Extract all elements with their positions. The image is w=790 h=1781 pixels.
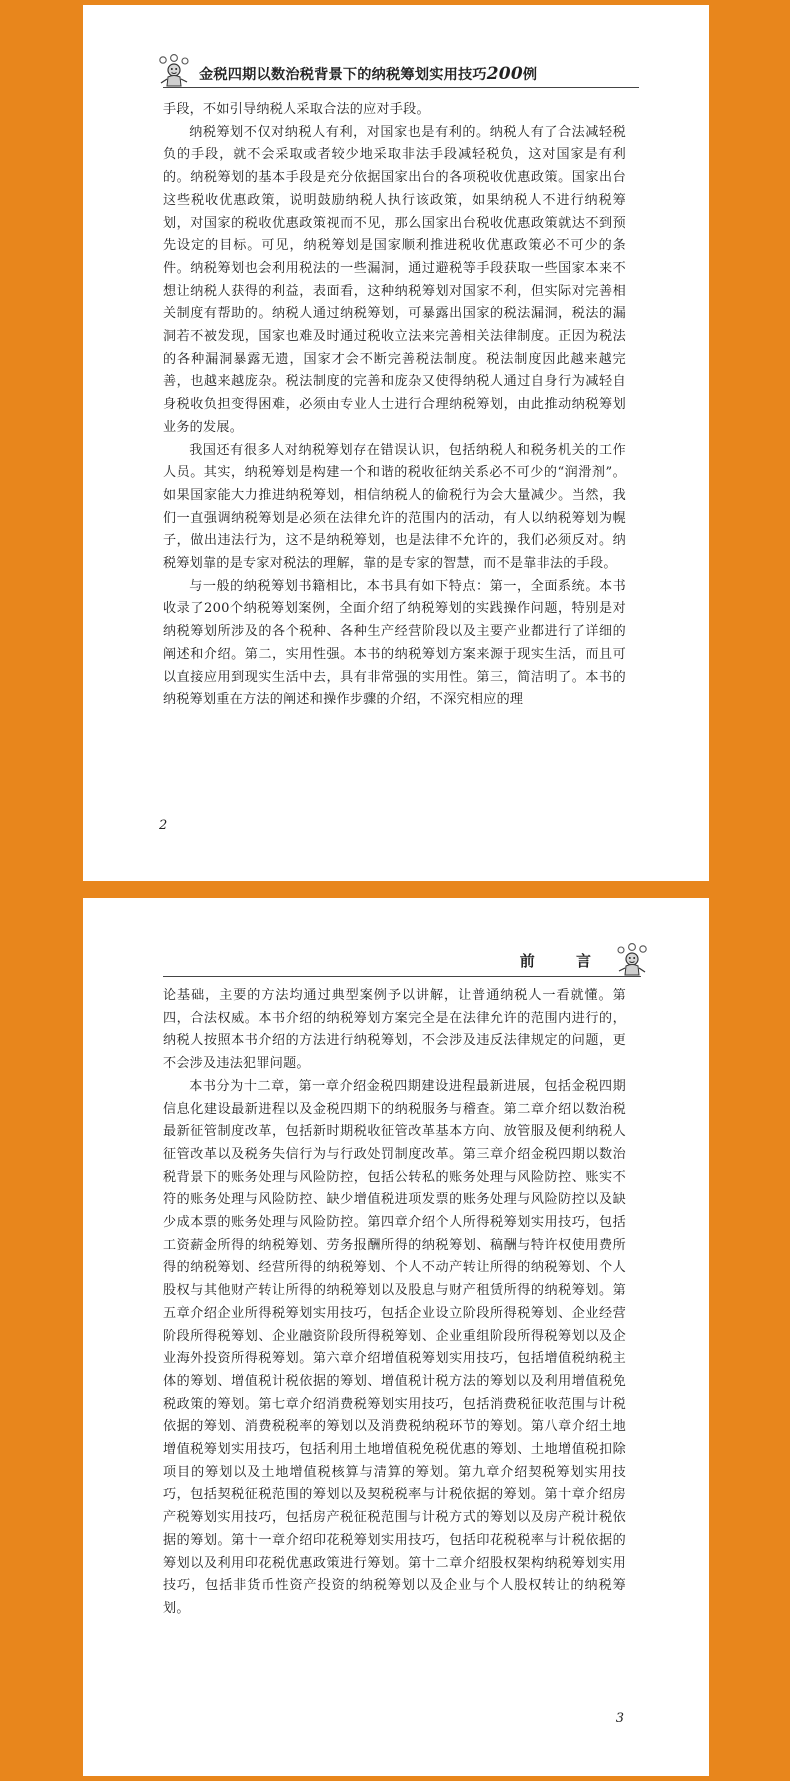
page-body (163, 99, 626, 712)
running-head-title: 金税四期以数治税背景下的纳税筹划实用技巧200例 (199, 64, 538, 84)
mascot-logo (615, 942, 649, 976)
paragraph: 手段，不如引导纳税人采取合法的应对手段。 (163, 102, 430, 117)
paragraph: 论基础，主要的方法均通过典型案例予以讲解，让普通纳税人一看就懂。第四，合法权威。本书介绍的纳税筹划方案完全是在法律允许的范围内进行的，纳税人按照本书介绍的方法进行纳税筹划，不会涉及违反法律规定的问题，更不会涉及违法犯罪问题。 (163, 988, 626, 1072)
paragraph: 纳税筹划不仅对纳税人有利，对国家也是有利的。纳税人有了合法减轻税负的手段，就不会采取或者较少地采取非法手段减轻税负，这对国家是有利的。纳税筹划的基本手段是充分依据国家出台的各项税收优惠政策。国家出台这些税收优惠政策，说明鼓励纳税人执行该政策，如果纳税人不进行纳税筹划，对国家的税收优惠政策视而不见，那么国家出台税收优惠政策就达不到预先设定的目标。可见，纳税筹划是国家顺利推进税收优惠政策必不可少的条件。纳税筹划也会利用税法的一些漏洞，通过避税等手段获取一些国家本来不想让纳税人获得的利益，表面看，这种纳税筹划对国家不利，但实际对完善相关制度有帮助的。纳税人通过纳税筹划，可暴露出国家的税法漏洞，税法的漏洞若不被发现，国家也难及时通过税收立法来完善相关法律制度。正因为税法的各种漏洞暴露无遗，国家才会不断完善税法制度。税法制度因此越来越完善，也越来越庞杂。税法制度的完善和庞杂又使得纳税人通过自身行为减轻自身税收负担变得困难，必须由专业人士进行合理纳税筹划，由此推动纳税筹划业务的发展。 (163, 124, 626, 435)
paragraph: 我国还有很多人对纳税筹划存在错误认识，包括纳税人和税务机关的工作人员。其实，纳税筹划是构建一个和谐的税收征纳关系必不可少的“润滑剂”。如果国家能大力推进纳税筹划，相信纳税人的偷税行为会大量减少。当然，我们一直强调纳税筹划是必须在法律允许的范围内的活动，有人以纳税筹划为幌子，做出违法行为，这不是纳税筹划，也是法律不允许的，我们必须反对。纳税筹划靠的是专家对税法的理解，靠的是专家的智慧，而不是靠非法的手段。 (163, 442, 626, 572)
book-page-left (83, 5, 709, 881)
page-number: 2 (159, 818, 168, 833)
book-page-right (83, 898, 709, 1776)
running-head-title: 前 言 (519, 952, 609, 970)
running-head (163, 61, 639, 88)
paragraph: 与一般的纳税筹划书籍相比，本书具有如下特点：第一，全面系统。本书收录了200个纳税筹划案例，全面介绍了纳税筹划的实践操作问题，特别是对纳税筹划所涉及的各个税种、各种生产经营阶段以及主要产业都进行了详细的阐述和介绍。第二，实用性强。本书的纳税筹划方案来源于现实生活，而且可以直接应用到现实生活中去，具有非常强的实用性。第三，简洁明了。本书的纳税筹划重在方法的阐述和操作步骤的介绍，不深究相应的理 (163, 578, 626, 708)
mascot-logo (157, 53, 191, 87)
running-head (163, 950, 641, 977)
page-number: 3 (615, 1711, 624, 1726)
paragraph: 本书分为十二章，第一章介绍金税四期建设进程最新进展，包括金税四期信息化建设最新进程以及金税四期下的纳税服务与稽查。第二章介绍以数治税最新征管制度改革，包括新时期税收征管改革基本方向、放管服及便利纳税人征管改革以及税务失信行为与行政处罚制度改革。第三章介绍金税四期以数治税背景下的账务处理与风险防控，包括公转私的账务处理与风险防控、账实不符的账务处理与风险防控、缺少增值税进项发票的账务处理与风险防控以及缺少成本票的账务处理与风险防控。第四章介绍个人所得税筹划实用技巧，包括工资薪金所得的纳税筹划、劳务报酬所得的纳税筹划、稿酬与特许权使用费所得的纳税筹划、经营所得的纳税筹划、个人不动产转让所得的纳税筹划、个人股权与其他财产转让所得的纳税筹划以及股息与财产租赁所得的纳税筹划。第五章介绍企业所得税筹划实用技巧，包括企业设立阶段所得税筹划、企业经营阶段所得税筹划、企业融资阶段所得税筹划、企业重组阶段所得税筹划以及企业海外投资所得税筹划。第六章介绍增值税筹划实用技巧，包括增值税纳税主体的筹划、增值税计税依据的筹划、增值税计税方法的筹划以及利用增值税免税政策的筹划。第七章介绍消费税筹划实用技巧，包括消费税征收范围与计税依据的筹划、消费税税率的筹划以及消费税纳税环节的筹划。第八章介绍土地增值税筹划实用技巧，包括利用土地增值税免税优惠的筹划、土地增值税扣除项目的筹划以及土地增值税核算与清算的筹划。第九章介绍契税筹划实用技巧，包括契税征税范围的筹划以及契税税率与计税依据的筹划。第十章介绍房产税筹划实用技巧，包括房产税征税范围与计税方式的筹划以及房产税计税依据的筹划。第十一章介绍印花税筹划实用技巧，包括印花税税率与计税依据的筹划以及利用印花税优惠政策进行筹划。第十二章介绍股权架构纳税筹划实用技巧，包括非货币性资产投资的纳税筹划以及企业与个人股权转让的纳税筹划。 (163, 1078, 626, 1616)
page-body (163, 985, 626, 1621)
